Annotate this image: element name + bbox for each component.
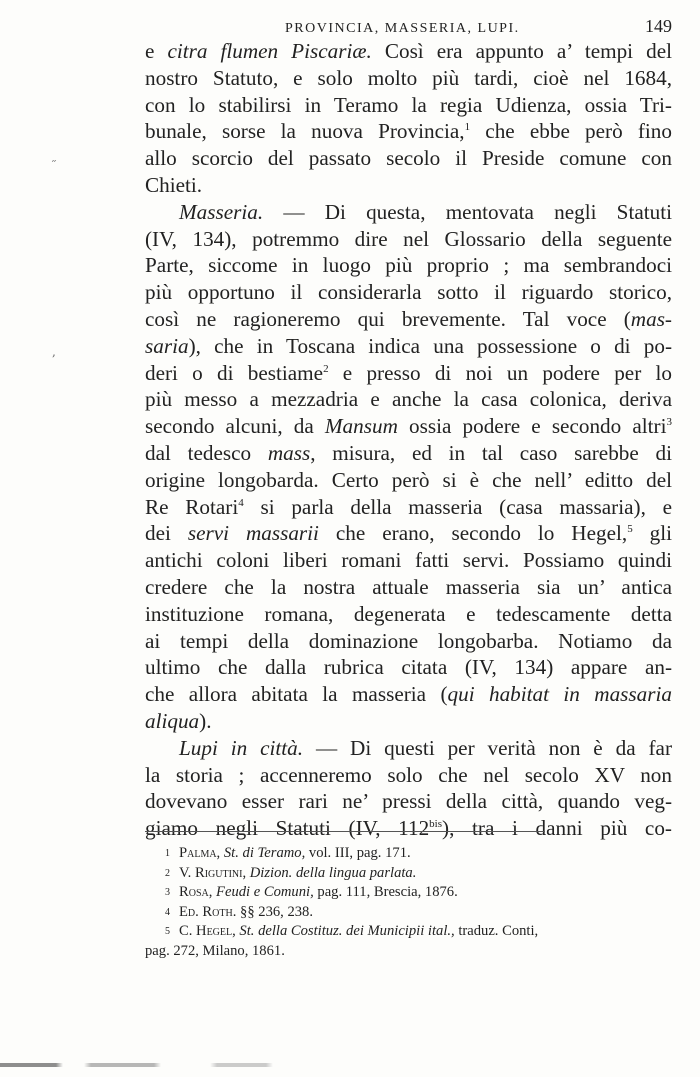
text-line: deri o di bestiame$^2$ e presso di noi un podere per lo [145,360,672,385]
text-line: così ne ragioneremo qui brevemente. Tal voce (mas- [145,306,672,331]
paragraph-masseria [145,199,672,735]
page-number: 149 [645,16,672,36]
text-line: Chieti. [145,172,203,197]
main-text [145,38,672,842]
paragraph-lupi [145,735,672,842]
text-line: dal tedesco mass, misura, ed in tal caso sarebbe di [145,440,672,465]
text-line: Lupi in città. — Di questi per verità non è da far [179,735,672,760]
text-line: saria), che in Toscana indica una possessione o di po- [145,333,672,358]
text-line: la storia ; accenneremo solo che nel secolo XV non [145,762,672,787]
text-line: ultimo che dalla rubrica citata (IV, 134) appare an- [145,655,672,680]
text-line: dei servi massarii che erano, secondo lo Hegel,$^5$ gli [145,521,672,546]
footnote: 2 V. Rigutini, Dizion. della lingua parlata. [165,864,417,881]
running-title: PROVINCIA, MASSERIA, LUPI. [285,21,520,36]
footnote: 1 Palma, St. di Teramo, vol. III, pag. 171. [165,845,411,861]
page-header [145,16,672,37]
text-line: credere che la nostra attuale masseria sia un’ antica [145,574,672,599]
text-line: allo scorcio del passato secolo il Preside comune con [145,146,672,171]
text-line: instituzione romana, degenerata e tedescamente detta [145,601,672,626]
text-line: (IV, 134), potremmo dire nel Glossario della seguente [145,226,672,251]
margin-mark: ˶ [52,152,56,166]
text-line: con lo stabilirsi in Teramo la regia Udienza, ossia Tri- [145,92,672,117]
text-line: nostro Statuto, e solo molto più tardi, cioè nel 1684, [145,65,672,90]
text-line: antichi coloni liberi romani fatti servi. Possiamo quindi [145,548,672,573]
scan-edge-mark [0,1063,700,1067]
text-line: dovevano esser rari ne’ pressi della città, quando veg- [145,789,672,814]
text-line: aliqua). [145,708,212,733]
footnote-continuation: pag. 272, Milano, 1861. [145,942,285,959]
text-line: Parte, siccome in luogo più proprio ; ma sembrandoci [145,253,672,278]
text-line: secondo alcuni, da Mansum ossia podere e secondo altri$^3$ [145,414,672,439]
text-line: ai tempi della dominazione longobarba. Notiamo da [145,628,672,653]
margin-mark: , [52,345,56,359]
text-line: Re Rotari$^4$ si parla della masseria (casa massaria), e [145,494,673,519]
section-head: Masseria. [179,199,264,224]
text-line: più opportuno il considerarla sotto il riguardo storico, [145,280,672,305]
footnote: 4 Ed. Roth. §§ 236, 238. [165,903,313,920]
text-line: che allora abitata la masseria (qui habitat in massaria [145,682,672,707]
text-line: bunale, sorse la nuova Provincia,$^1$ che ebbe però fino [145,119,672,144]
paragraph-provincia [145,38,672,199]
text-line: e citra flumen Piscariæ. Così era appunto a’ tempi del [145,39,672,63]
text-line: giamo negli Statuti (IV, $112^{bis}$), tra i danni più co- [145,816,672,841]
text-line: Masseria. — Di questa, mentovata negli Statuti [179,199,672,224]
text-line: origine longobarda. Certo però si è che nell’ editto del [145,467,672,492]
footnotes [145,844,672,962]
footnote: 5 C. Hegel, St. della Costituz. dei Municipii ital., traduz. Conti, [165,923,539,940]
section-head: Lupi in città. [179,735,304,760]
footnote: 3 Rosa, Feudi e Comuni, pag. 111, Brescia, 1876. [165,884,458,901]
footnote-rule [145,831,545,832]
text-line: più messo a mezzadria e anche la casa colonica, deriva [145,387,672,412]
